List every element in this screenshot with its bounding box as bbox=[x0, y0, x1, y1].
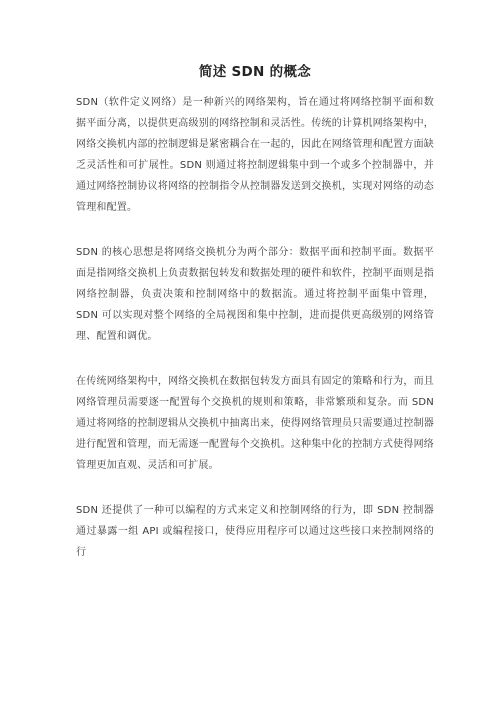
paragraph-1: SDN（软件定义网络）是一种新兴的网络架构，旨在通过将网络控制平面和数据平面分离，以提供更高级别的网络控制和灵活性。传统的计算机网络架构中，网络交换机内部的控制逻辑是紧密耦合在一起的，因此在网络管理和配置方面缺乏灵活性和可扩展性。SDN 则通过将控制逻辑集中到一个或多个控制器中，并通过网络控制协议将网络的控制指令从控制器发送到交换机，实现对网络的动态管理和配置。 bbox=[76, 97, 434, 213]
paragraph-3: 在传统网络架构中，网络交换机在数据包转发方面具有固定的策略和行为，而且网络管理员需要逐一配置每个交换机的规则和策略，非常繁琐和复杂。而 SDN 通过将网络的控制逻辑从交换机中抽离出来，使得网络管理员只需要通过控制器进行配置和管理，而无需逐一配置每个交换机。这种集中化的控制方式使得网络管理更加直观、灵活和可扩展。 bbox=[76, 376, 434, 471]
paragraph-2: SDN 的核心思想是将网络交换机分为两个部分：数据平面和控制平面。数据平面是指网络交换机上负责数据包转发和数据处理的硬件和软件，控制平面则是指网络控制器，负责决策和控制网络中的数据流。通过将控制平面集中管理，SDN 可以实现对整个网络的全局视图和集中控制，进而提供更高级别的网络管理、配置和调优。 bbox=[76, 247, 434, 342]
document-title: 简述 SDN 的概念 bbox=[198, 64, 312, 80]
paragraph-4: SDN 还提供了一种可以编程的方式来定义和控制网络的行为，即 SDN 控制器通过暴露一组 API 或编程接口，使得应用程序可以通过这些接口来控制网络的行 bbox=[76, 505, 434, 558]
